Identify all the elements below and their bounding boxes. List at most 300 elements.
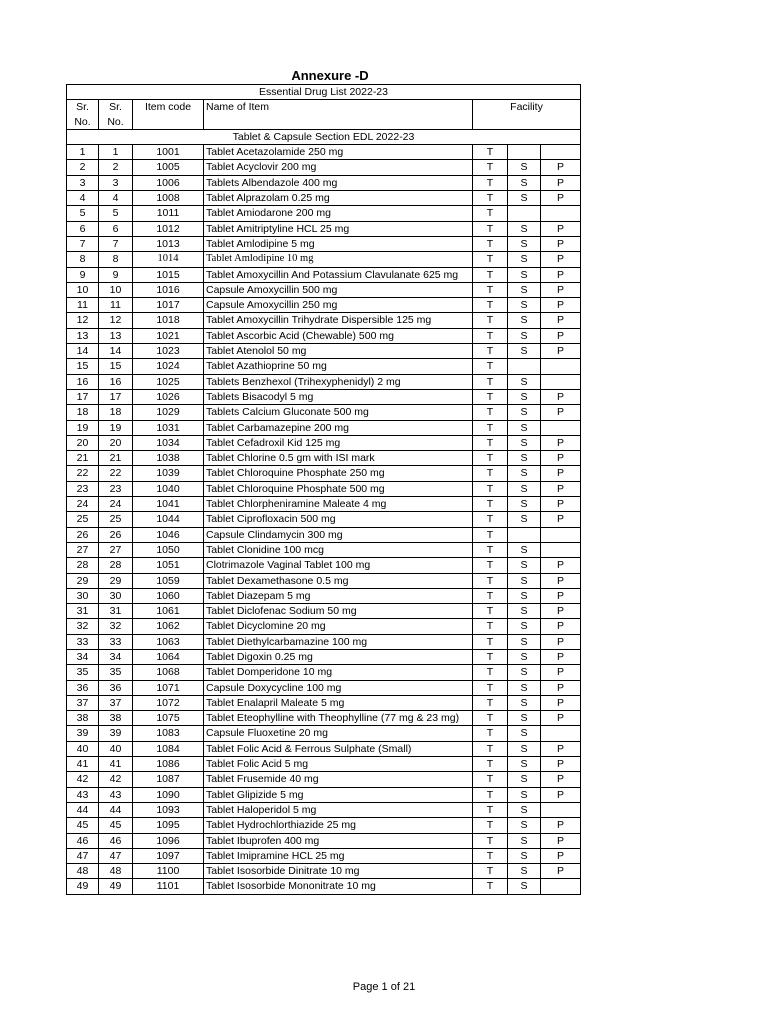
table-row <box>67 726 581 741</box>
item-code-cell: 1097 <box>133 848 204 863</box>
facility-t-cell: T <box>473 145 508 160</box>
header-sr-no-2: Sr. No. <box>99 100 133 130</box>
item-name-cell: Tablet Digoxin 0.25 mg <box>204 649 473 664</box>
sr-no-2-cell: 43 <box>99 787 133 802</box>
table-row <box>67 389 581 404</box>
facility-p-cell: P <box>541 175 581 190</box>
sr-no-1-cell: 46 <box>67 833 99 848</box>
facility-s-cell: S <box>508 221 541 236</box>
facility-t-cell: T <box>473 451 508 466</box>
facility-s-cell: S <box>508 787 541 802</box>
sr-no-2-cell: 10 <box>99 282 133 297</box>
sr-no-2-cell: 41 <box>99 757 133 772</box>
facility-t-cell: T <box>473 833 508 848</box>
facility-p-cell: P <box>541 267 581 282</box>
table-row <box>67 236 581 251</box>
item-code-cell: 1026 <box>133 389 204 404</box>
facility-p-cell: P <box>541 160 581 175</box>
facility-s-cell: S <box>508 313 541 328</box>
item-code-cell: 1005 <box>133 160 204 175</box>
facility-t-cell: T <box>473 420 508 435</box>
sr-no-1-cell: 33 <box>67 634 99 649</box>
sr-no-1-cell: 16 <box>67 374 99 389</box>
sr-no-2-cell: 9 <box>99 267 133 282</box>
facility-s-cell: S <box>508 726 541 741</box>
header-name: Name of Item <box>204 100 473 130</box>
facility-p-cell <box>541 527 581 542</box>
table-row <box>67 497 581 512</box>
item-name-cell: Tablet Chloroquine Phosphate 250 mg <box>204 466 473 481</box>
facility-p-cell <box>541 802 581 817</box>
item-name-cell: Tablet Amitriptyline HCL 25 mg <box>204 221 473 236</box>
facility-p-cell: P <box>541 221 581 236</box>
facility-t-cell: T <box>473 374 508 389</box>
facility-p-cell: P <box>541 497 581 512</box>
facility-s-cell: S <box>508 588 541 603</box>
list-title: Essential Drug List 2022-23 <box>67 85 581 100</box>
sr-no-2-cell: 31 <box>99 604 133 619</box>
sr-no-2-cell: 3 <box>99 175 133 190</box>
item-code-cell: 1063 <box>133 634 204 649</box>
facility-s-cell: S <box>508 435 541 450</box>
sr-no-2-cell: 16 <box>99 374 133 389</box>
item-name-cell: Tablet Cefadroxil Kid 125 mg <box>204 435 473 450</box>
facility-t-cell: T <box>473 573 508 588</box>
item-code-cell: 1096 <box>133 833 204 848</box>
facility-p-cell: P <box>541 588 581 603</box>
facility-t-cell: T <box>473 466 508 481</box>
facility-p-cell: P <box>541 466 581 481</box>
sr-no-2-cell: 5 <box>99 206 133 221</box>
table-row <box>67 680 581 695</box>
facility-t-cell: T <box>473 206 508 221</box>
facility-p-cell: P <box>541 680 581 695</box>
sr-no-1-cell: 8 <box>67 252 99 267</box>
sr-no-2-cell: 12 <box>99 313 133 328</box>
facility-t-cell: T <box>473 619 508 634</box>
facility-t-cell: T <box>473 695 508 710</box>
table-row <box>67 695 581 710</box>
sr-no-1-cell: 27 <box>67 542 99 557</box>
facility-p-cell <box>541 359 581 374</box>
sr-no-1-cell: 9 <box>67 267 99 282</box>
item-name-cell: Tablets Benzhexol (Trihexyphenidyl) 2 mg <box>204 374 473 389</box>
sr-no-2-cell: 29 <box>99 573 133 588</box>
section-row <box>67 129 581 144</box>
item-code-cell: 1044 <box>133 512 204 527</box>
table-row <box>67 512 581 527</box>
table-row <box>67 573 581 588</box>
sr-no-1-cell: 41 <box>67 757 99 772</box>
facility-p-cell: P <box>541 451 581 466</box>
item-name-cell: Tablet Hydrochlorthiazide 25 mg <box>204 818 473 833</box>
facility-p-cell <box>541 374 581 389</box>
facility-t-cell: T <box>473 864 508 879</box>
sr-no-2-cell: 30 <box>99 588 133 603</box>
item-code-cell: 1012 <box>133 221 204 236</box>
sr-no-1-cell: 35 <box>67 665 99 680</box>
item-code-cell: 1001 <box>133 145 204 160</box>
table-row <box>67 206 581 221</box>
sr-no-1-cell: 13 <box>67 328 99 343</box>
header-item-code: Item code <box>133 100 204 130</box>
table-row <box>67 833 581 848</box>
sr-no-2-cell: 19 <box>99 420 133 435</box>
facility-s-cell: S <box>508 680 541 695</box>
item-code-cell: 1071 <box>133 680 204 695</box>
table-row <box>67 527 581 542</box>
facility-t-cell: T <box>473 405 508 420</box>
item-name-cell: Tablet Frusemide 40 mg <box>204 772 473 787</box>
facility-t-cell: T <box>473 741 508 756</box>
facility-t-cell: T <box>473 604 508 619</box>
table-row <box>67 298 581 313</box>
sr-no-1-cell: 19 <box>67 420 99 435</box>
sr-no-1-cell: 37 <box>67 695 99 710</box>
sr-no-1-cell: 36 <box>67 680 99 695</box>
sr-no-2-cell: 20 <box>99 435 133 450</box>
facility-s-cell: S <box>508 497 541 512</box>
item-name-cell: Tablets Calcium Gluconate 500 mg <box>204 405 473 420</box>
item-name-cell: Tablets Albendazole 400 mg <box>204 175 473 190</box>
sr-no-1-cell: 12 <box>67 313 99 328</box>
facility-p-cell: P <box>541 833 581 848</box>
facility-t-cell: T <box>473 512 508 527</box>
sr-no-2-cell: 36 <box>99 680 133 695</box>
table-row <box>67 879 581 894</box>
item-code-cell: 1051 <box>133 558 204 573</box>
facility-p-cell <box>541 420 581 435</box>
table-row <box>67 175 581 190</box>
item-code-cell: 1090 <box>133 787 204 802</box>
facility-p-cell: P <box>541 344 581 359</box>
sr-no-1-cell: 31 <box>67 604 99 619</box>
header-row <box>67 100 581 130</box>
table-row <box>67 802 581 817</box>
item-code-cell: 1059 <box>133 573 204 588</box>
facility-s-cell <box>508 359 541 374</box>
facility-p-cell <box>541 879 581 894</box>
facility-s-cell: S <box>508 542 541 557</box>
table-row <box>67 665 581 680</box>
sr-no-2-cell: 15 <box>99 359 133 374</box>
sr-no-1-cell: 18 <box>67 405 99 420</box>
item-name-cell: Tablet Haloperidol 5 mg <box>204 802 473 817</box>
facility-p-cell: P <box>541 741 581 756</box>
sr-no-2-cell: 4 <box>99 191 133 206</box>
sr-no-1-cell: 38 <box>67 711 99 726</box>
facility-t-cell: T <box>473 665 508 680</box>
item-name-cell: Tablets Bisacodyl 5 mg <box>204 389 473 404</box>
sr-no-2-cell: 25 <box>99 512 133 527</box>
item-code-cell: 1016 <box>133 282 204 297</box>
sr-no-2-cell: 23 <box>99 481 133 496</box>
item-name-cell: Tablet Acyclovir 200 mg <box>204 160 473 175</box>
facility-s-cell: S <box>508 818 541 833</box>
item-name-cell: Tablet Amlodipine 5 mg <box>204 236 473 251</box>
item-code-cell: 1006 <box>133 175 204 190</box>
table-row <box>67 344 581 359</box>
sr-no-2-cell: 40 <box>99 741 133 756</box>
item-name-cell: Capsule Doxycycline 100 mg <box>204 680 473 695</box>
table-row <box>67 405 581 420</box>
sr-no-1-cell: 26 <box>67 527 99 542</box>
item-code-cell: 1093 <box>133 802 204 817</box>
facility-t-cell: T <box>473 726 508 741</box>
facility-s-cell: S <box>508 802 541 817</box>
item-code-cell: 1087 <box>133 772 204 787</box>
facility-s-cell: S <box>508 389 541 404</box>
sr-no-2-cell: 26 <box>99 527 133 542</box>
sr-no-2-cell: 44 <box>99 802 133 817</box>
sr-no-2-cell: 28 <box>99 558 133 573</box>
facility-t-cell: T <box>473 787 508 802</box>
facility-s-cell: S <box>508 695 541 710</box>
sr-no-1-cell: 29 <box>67 573 99 588</box>
sr-no-1-cell: 11 <box>67 298 99 313</box>
facility-p-cell: P <box>541 512 581 527</box>
facility-p-cell: P <box>541 191 581 206</box>
sr-no-2-cell: 21 <box>99 451 133 466</box>
sr-no-1-cell: 32 <box>67 619 99 634</box>
facility-s-cell <box>508 206 541 221</box>
sr-no-1-cell: 34 <box>67 649 99 664</box>
sr-no-1-cell: 6 <box>67 221 99 236</box>
facility-t-cell: T <box>473 435 508 450</box>
facility-p-cell: P <box>541 328 581 343</box>
page-title: Annexure -D <box>291 68 369 83</box>
facility-t-cell: T <box>473 649 508 664</box>
sr-no-1-cell: 1 <box>67 145 99 160</box>
facility-p-cell: P <box>541 298 581 313</box>
sr-no-2-cell: 18 <box>99 405 133 420</box>
facility-p-cell: P <box>541 848 581 863</box>
facility-s-cell: S <box>508 848 541 863</box>
item-name-cell: Tablet Isosorbide Dinitrate 10 mg <box>204 864 473 879</box>
item-name-cell: Tablet Ascorbic Acid (Chewable) 500 mg <box>204 328 473 343</box>
facility-s-cell: S <box>508 405 541 420</box>
table-row <box>67 711 581 726</box>
item-code-cell: 1024 <box>133 359 204 374</box>
sr-no-1-cell: 17 <box>67 389 99 404</box>
table-row <box>67 772 581 787</box>
item-name-cell: Tablet Chlorpheniramine Maleate 4 mg <box>204 497 473 512</box>
item-code-cell: 1061 <box>133 604 204 619</box>
table-row <box>67 864 581 879</box>
facility-t-cell: T <box>473 252 508 267</box>
facility-t-cell: T <box>473 267 508 282</box>
facility-t-cell: T <box>473 298 508 313</box>
facility-p-cell: P <box>541 435 581 450</box>
facility-s-cell: S <box>508 236 541 251</box>
sr-no-1-cell: 45 <box>67 818 99 833</box>
item-code-cell: 1038 <box>133 451 204 466</box>
sr-no-1-cell: 7 <box>67 236 99 251</box>
facility-s-cell: S <box>508 420 541 435</box>
facility-s-cell: S <box>508 665 541 680</box>
sr-no-1-cell: 43 <box>67 787 99 802</box>
list-title-row <box>67 85 581 100</box>
item-code-cell: 1075 <box>133 711 204 726</box>
table-row <box>67 145 581 160</box>
facility-t-cell: T <box>473 772 508 787</box>
item-name-cell: Tablet Diazepam 5 mg <box>204 588 473 603</box>
table-row <box>67 191 581 206</box>
item-code-cell: 1013 <box>133 236 204 251</box>
item-code-cell: 1017 <box>133 298 204 313</box>
item-name-cell: Tablet Amiodarone 200 mg <box>204 206 473 221</box>
table-row <box>67 359 581 374</box>
facility-t-cell: T <box>473 818 508 833</box>
item-name-cell: Tablet Isosorbide Mononitrate 10 mg <box>204 879 473 894</box>
table-row <box>67 787 581 802</box>
sr-no-1-cell: 48 <box>67 864 99 879</box>
facility-s-cell: S <box>508 604 541 619</box>
facility-t-cell: T <box>473 527 508 542</box>
table-row <box>67 649 581 664</box>
facility-p-cell: P <box>541 757 581 772</box>
header-facility: Facility <box>473 100 581 130</box>
facility-s-cell: S <box>508 619 541 634</box>
item-name-cell: Capsule Fluoxetine 20 mg <box>204 726 473 741</box>
table-row <box>67 221 581 236</box>
item-code-cell: 1062 <box>133 619 204 634</box>
facility-s-cell: S <box>508 741 541 756</box>
facility-s-cell: S <box>508 512 541 527</box>
table-row <box>67 313 581 328</box>
table-row <box>67 558 581 573</box>
sr-no-2-cell: 39 <box>99 726 133 741</box>
item-code-cell: 1015 <box>133 267 204 282</box>
item-code-cell: 1072 <box>133 695 204 710</box>
item-name-cell: Tablet Chlorine 0.5 gm with ISI mark <box>204 451 473 466</box>
sr-no-1-cell: 14 <box>67 344 99 359</box>
item-code-cell: 1100 <box>133 864 204 879</box>
facility-p-cell: P <box>541 389 581 404</box>
facility-p-cell: P <box>541 695 581 710</box>
facility-s-cell: S <box>508 344 541 359</box>
table-row <box>67 604 581 619</box>
table-row <box>67 634 581 649</box>
facility-t-cell: T <box>473 634 508 649</box>
sr-no-1-cell: 3 <box>67 175 99 190</box>
section-title: Tablet & Capsule Section EDL 2022-23 <box>67 129 581 144</box>
facility-s-cell: S <box>508 160 541 175</box>
facility-s-cell: S <box>508 267 541 282</box>
facility-s-cell: S <box>508 252 541 267</box>
facility-s-cell: S <box>508 634 541 649</box>
sr-no-2-cell: 17 <box>99 389 133 404</box>
sr-no-2-cell: 13 <box>99 328 133 343</box>
facility-s-cell: S <box>508 879 541 894</box>
item-code-cell: 1011 <box>133 206 204 221</box>
facility-t-cell: T <box>473 191 508 206</box>
sr-no-2-cell: 1 <box>99 145 133 160</box>
facility-p-cell: P <box>541 665 581 680</box>
facility-p-cell: P <box>541 558 581 573</box>
sr-no-1-cell: 20 <box>67 435 99 450</box>
item-code-cell: 1046 <box>133 527 204 542</box>
item-name-cell: Tablet Amlodipine 10 mg <box>204 252 473 267</box>
item-name-cell: Tablet Imipramine HCL 25 mg <box>204 848 473 863</box>
item-code-cell: 1039 <box>133 466 204 481</box>
facility-s-cell: S <box>508 191 541 206</box>
table-row <box>67 848 581 863</box>
sr-no-1-cell: 44 <box>67 802 99 817</box>
item-code-cell: 1008 <box>133 191 204 206</box>
item-name-cell: Tablet Amoxycillin Trihydrate Dispersible 125 mg <box>204 313 473 328</box>
sr-no-2-cell: 24 <box>99 497 133 512</box>
facility-s-cell <box>508 145 541 160</box>
facility-t-cell: T <box>473 481 508 496</box>
item-code-cell: 1040 <box>133 481 204 496</box>
table-row <box>67 435 581 450</box>
facility-p-cell: P <box>541 864 581 879</box>
facility-t-cell: T <box>473 236 508 251</box>
facility-p-cell: P <box>541 619 581 634</box>
facility-p-cell: P <box>541 604 581 619</box>
sr-no-1-cell: 21 <box>67 451 99 466</box>
sr-no-1-cell: 39 <box>67 726 99 741</box>
facility-p-cell: P <box>541 649 581 664</box>
table-row <box>67 451 581 466</box>
table-row <box>67 420 581 435</box>
sr-no-1-cell: 47 <box>67 848 99 863</box>
facility-p-cell: P <box>541 313 581 328</box>
table-row <box>67 252 581 267</box>
facility-t-cell: T <box>473 558 508 573</box>
facility-s-cell: S <box>508 282 541 297</box>
facility-p-cell: P <box>541 772 581 787</box>
item-code-cell: 1050 <box>133 542 204 557</box>
item-code-cell: 1068 <box>133 665 204 680</box>
facility-t-cell: T <box>473 848 508 863</box>
table-row <box>67 542 581 557</box>
item-name-cell: Tablet Diclofenac Sodium 50 mg <box>204 604 473 619</box>
sr-no-2-cell: 22 <box>99 466 133 481</box>
facility-p-cell: P <box>541 711 581 726</box>
item-name-cell: Tablet Eteophylline with Theophylline (77 mg & 23 mg) <box>204 711 473 726</box>
item-name-cell: Tablet Carbamazepine 200 mg <box>204 420 473 435</box>
sr-no-2-cell: 14 <box>99 344 133 359</box>
item-code-cell: 1083 <box>133 726 204 741</box>
item-code-cell: 1084 <box>133 741 204 756</box>
facility-t-cell: T <box>473 282 508 297</box>
item-name-cell: Tablet Glipizide 5 mg <box>204 787 473 802</box>
sr-no-2-cell: 35 <box>99 665 133 680</box>
facility-p-cell: P <box>541 787 581 802</box>
item-code-cell: 1060 <box>133 588 204 603</box>
facility-s-cell: S <box>508 481 541 496</box>
item-name-cell: Tablet Acetazolamide 250 mg <box>204 145 473 160</box>
sr-no-1-cell: 24 <box>67 497 99 512</box>
facility-p-cell: P <box>541 573 581 588</box>
sr-no-2-cell: 45 <box>99 818 133 833</box>
item-name-cell: Tablet Amoxycillin And Potassium Clavulanate 625 mg <box>204 267 473 282</box>
table-row <box>67 267 581 282</box>
facility-t-cell: T <box>473 344 508 359</box>
facility-p-cell: P <box>541 236 581 251</box>
sr-no-2-cell: 2 <box>99 160 133 175</box>
sr-no-1-cell: 25 <box>67 512 99 527</box>
table-row <box>67 328 581 343</box>
item-name-cell: Tablet Diethylcarbamazine 100 mg <box>204 634 473 649</box>
item-name-cell: Tablet Clonidine 100 mcg <box>204 542 473 557</box>
sr-no-1-cell: 5 <box>67 206 99 221</box>
item-code-cell: 1086 <box>133 757 204 772</box>
item-name-cell: Tablet Chloroquine Phosphate 500 mg <box>204 481 473 496</box>
item-code-cell: 1021 <box>133 328 204 343</box>
